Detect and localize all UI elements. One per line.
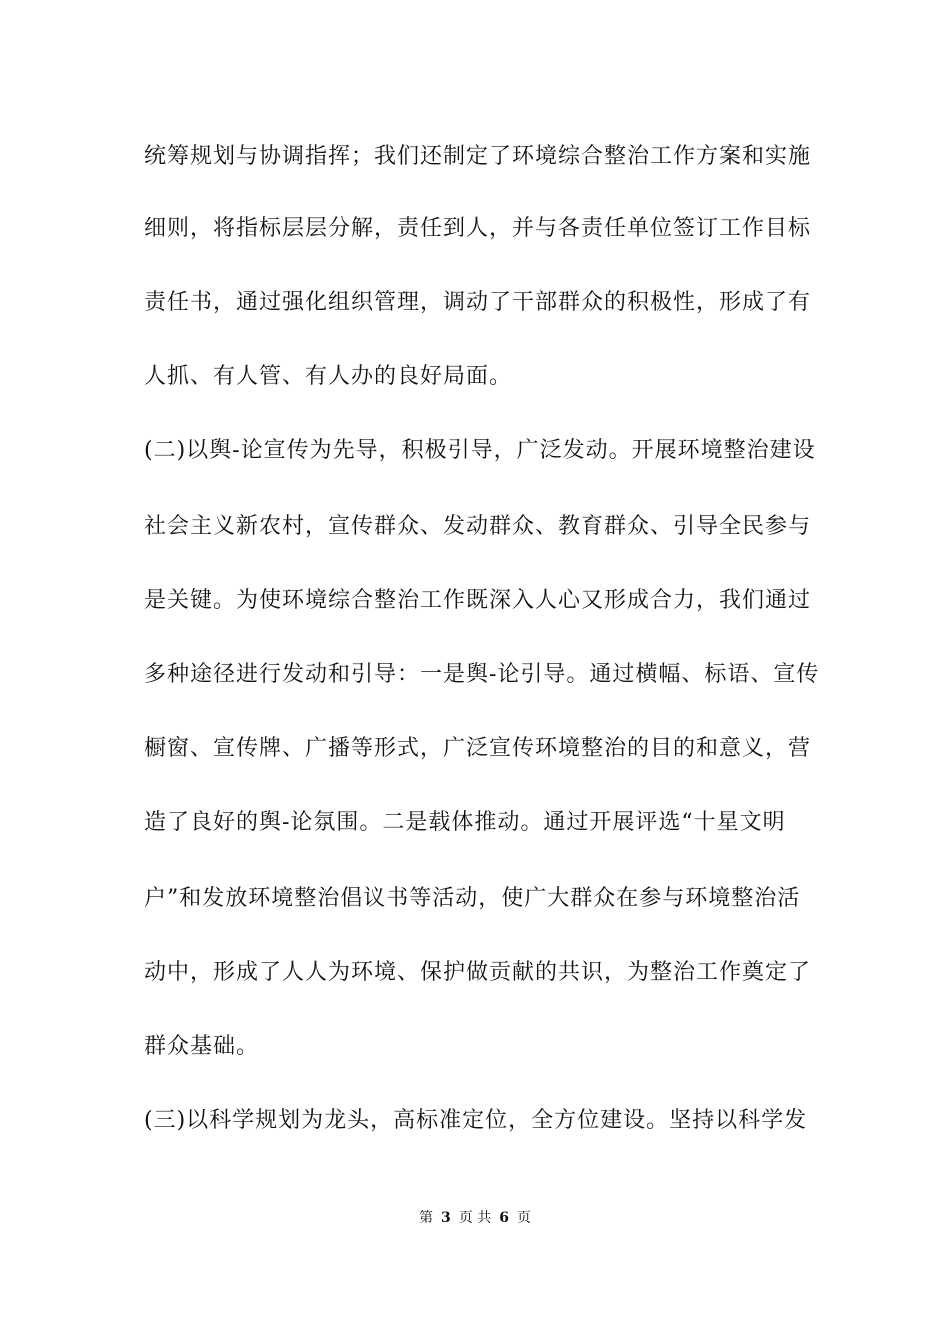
body-text-line: 户”和发放环境整治倡议书等活动，使广大群众在参与环境整治活 [144, 886, 801, 911]
body-text-line: 统筹规划与协调指挥；我们还制定了环境综合整治工作方案和实施 [144, 144, 812, 169]
footer-prefix: 第 [419, 1210, 434, 1226]
body-text-line: 人抓、有人管、有人办的良好局面。 [144, 364, 513, 389]
body-text-line: 多种途径进行发动和引导：一是舆-论引导。通过横幅、标语、宣传 [144, 662, 820, 687]
body-text-line: 动中，形成了人人为环境、保护做贡献的共识，为整治工作奠定了 [144, 960, 812, 985]
body-text-line: 造了良好的舆-论氛围。二是载体推动。通过开展评选“十星文明 [144, 810, 786, 835]
total-pages-number: 6 [499, 1210, 509, 1226]
body-text-line: 细则，将指标层层分解，责任到人，并与各责任单位签订工作目标 [144, 216, 812, 241]
body-text-line: 责任书，通过强化组织管理，调动了干部群众的积极性，形成了有 [144, 290, 812, 315]
footer-suffix: 页 [516, 1210, 531, 1226]
page-number-footer [0, 1208, 950, 1228]
section-heading-line: (二)以舆-论宣传为先导，积极引导，广泛发动。开展环境整治建设 [144, 438, 816, 463]
body-text-line: 是关键。为使环境综合整治工作既深入人心又形成合力，我们通过 [144, 588, 812, 613]
body-text-line: 群众基础。 [144, 1034, 260, 1059]
body-text-line: 社会主义新农村，宣传群众、发动群众、教育群众、引导全民参与 [144, 514, 812, 539]
current-page-number: 3 [441, 1210, 451, 1226]
footer-middle: 页 共 [458, 1210, 492, 1226]
body-text-line: 橱窗、宣传牌、广播等形式，广泛宣传环境整治的目的和意义，营 [144, 736, 812, 761]
section-heading-line: (三)以科学规划为龙头，高标准定位，全方位建设。坚持以科学发 [144, 1108, 808, 1133]
